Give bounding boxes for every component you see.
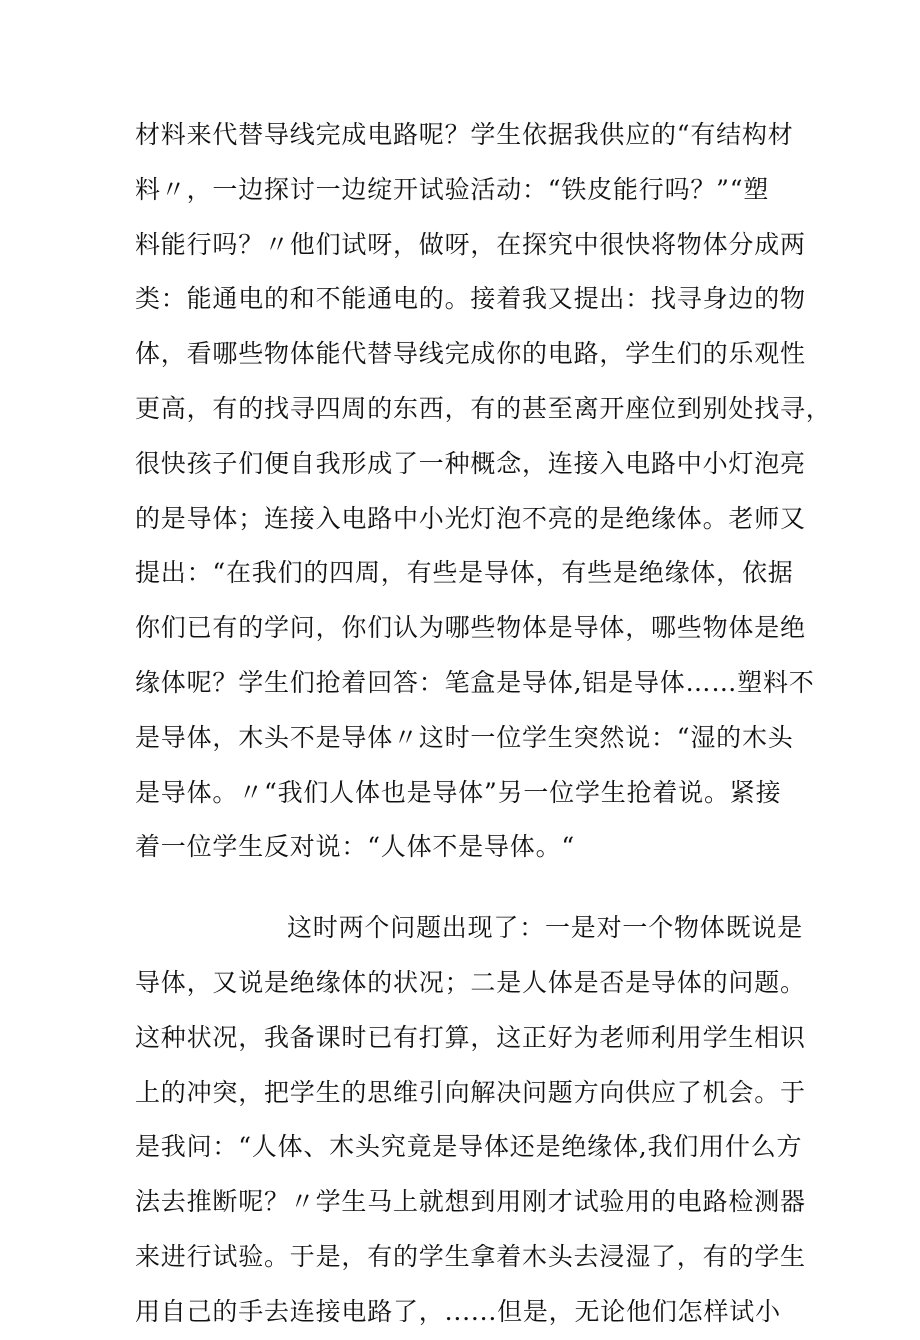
paragraph-2 xyxy=(135,901,815,1339)
text-line: 着一位学生反对说：“人体不是导体。“ xyxy=(135,832,575,862)
text-line: 用自己的手去连接电路了，......但是，无论他们怎样试小 xyxy=(135,1296,781,1326)
text-line: 导体，又说是绝缘体的状况；二是人体是否是导体的问题。 xyxy=(135,967,806,997)
text-line: 料〃，一边探讨一边绽开试验活动：“铁皮能行吗？”“塑 xyxy=(135,174,770,204)
text-line: 来进行试验。于是，有的学生拿着木头去浸湿了，有的学生 xyxy=(135,1241,806,1271)
text-line: 这种状况，我备课时已有打算，这正好为老师利用学生相识 xyxy=(135,1022,806,1052)
text-line: 是导体，木头不是导体〃这时一位学生突然说：“湿的木头 xyxy=(135,722,794,752)
paragraph-1 xyxy=(135,108,832,875)
text-line: 上的冲突，把学生的思维引向解决问题方向供应了机会。于 xyxy=(135,1077,806,1107)
text-line: 材料来代替导线完成电路呢？学生依据我供应的“有结构材 xyxy=(135,120,794,149)
text-line: 你们已有的学问，你们认为哪些物体是导体，哪些物体是绝 xyxy=(135,613,806,643)
text-line: 法去推断呢？〃学生马上就想到用刚才试验用的电路检测器 xyxy=(135,1187,806,1217)
text-line: 这时两个问题出现了：一是对一个物体既说是 xyxy=(287,913,804,943)
text-line: 是我问：“人体、木头究竟是导体还是绝缘体,我们用什么方 xyxy=(135,1132,803,1162)
text-line: 提出：“在我们的四周，有些是导体，有些是绝缘体，依据 xyxy=(135,558,794,588)
text-line: 更高，有的找寻四周的东西，有的甚至离开座位到别处找寻， xyxy=(135,393,832,423)
text-line: 类：能通电的和不能通电的。接着我又提出：找寻身边的物 xyxy=(135,284,806,314)
text-line: 很快孩子们便自我形成了一种概念，连接入电路中小灯泡亮 xyxy=(135,448,806,478)
document-body xyxy=(135,108,832,1340)
text-line: 料能行吗？〃他们试呀，做呀，在探究中很快将物体分成两 xyxy=(135,229,806,259)
text-line: 体，看哪些物体能代替导线完成你的电路，学生们的乐观性 xyxy=(135,339,806,369)
text-line: 的是导体；连接入电路中小光灯泡不亮的是绝缘体。老师又 xyxy=(135,503,806,533)
paragraph-spacing xyxy=(135,875,815,901)
text-line: 缘体呢？学生们抢着回答：笔盒是导体,铝是导体……塑料不 xyxy=(135,667,815,697)
text-line: 是导体。〃“我们人体也是导体”另一位学生抢着说。紧接 xyxy=(135,777,782,807)
